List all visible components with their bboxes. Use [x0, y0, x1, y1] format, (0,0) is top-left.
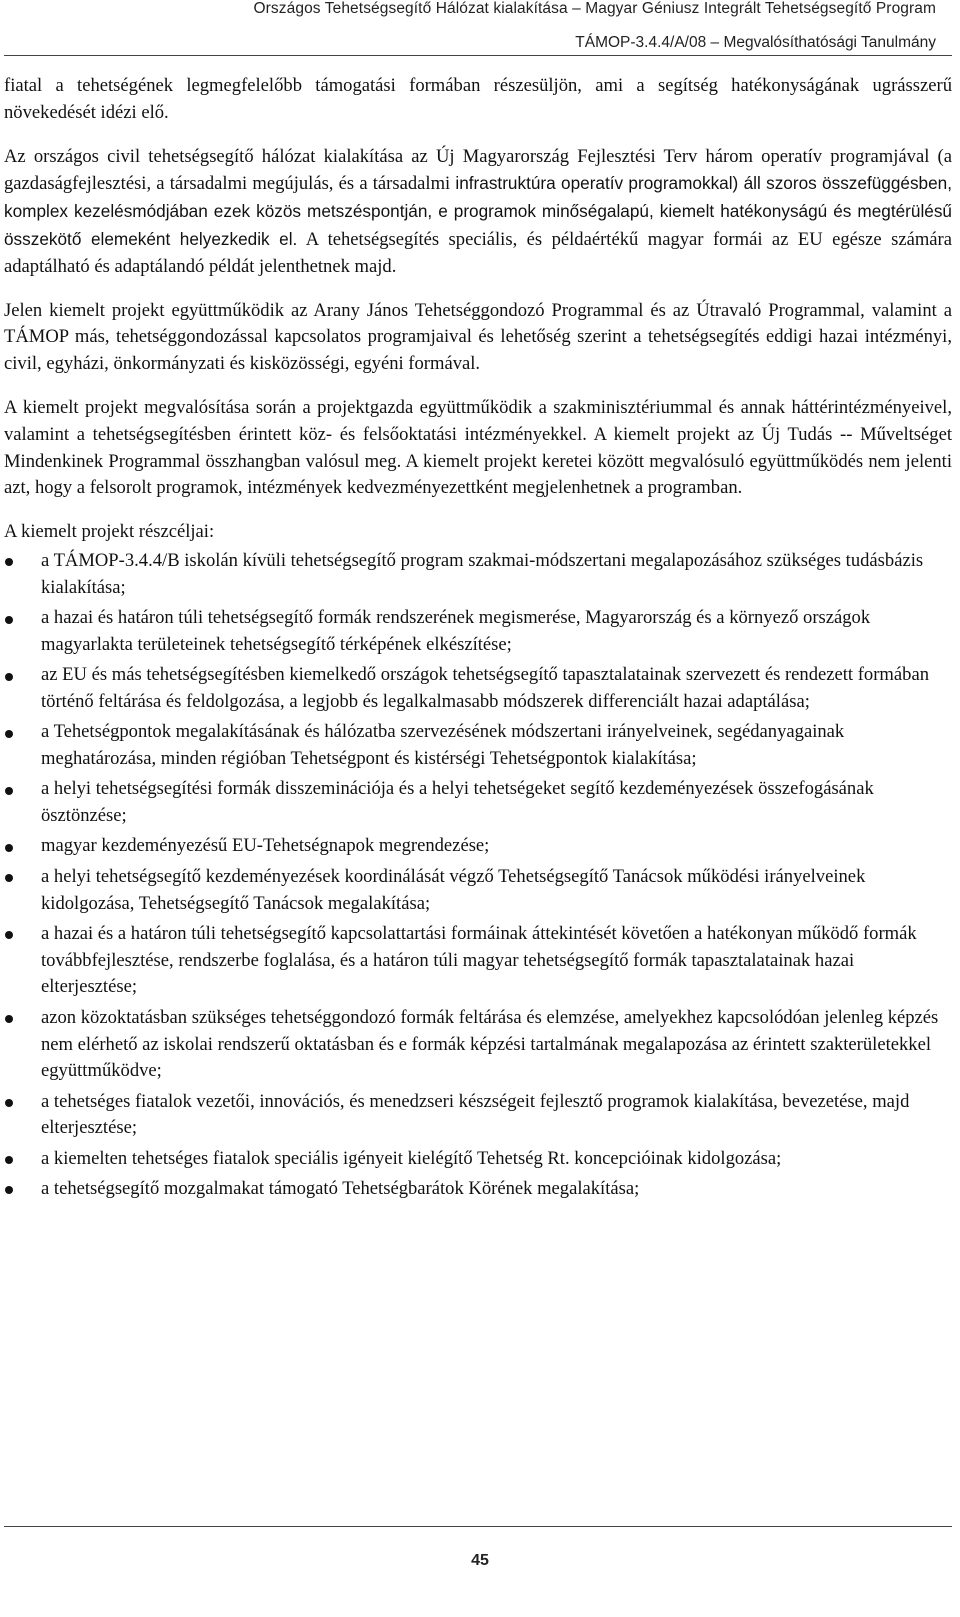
list-item [4, 1146, 952, 1173]
footer-divider [4, 1526, 952, 1527]
list-item-text: a helyi tehetségsegítési formák disszeminációja és a helyi tehetségeket segítő kezdeményezések összefogásának ösztönzése; [41, 778, 874, 827]
header-divider [4, 55, 952, 56]
paragraph-civil-network [4, 144, 952, 281]
list-item-text: azon közoktatásban szükséges tehetséggondozó formák feltárása és elemzése, amelyekhez kapcsolódóan jelenleg képzés nem elérhető az iskolai rendszerű oktatásban és e formák képzési tartalmának megalapozása az érintett szakterületekkel együttműködve; [41, 1006, 939, 1082]
list-item [4, 719, 952, 773]
list-item [4, 605, 952, 659]
list-item [4, 864, 952, 918]
paragraph-implementation: A kiemelt projekt megvalósítása során a projektgazda együttműködik a szakminisztériummal és annak háttérintézményeivel, valamint a tehetségsegítésben érintett köz- és felsőoktatási intézményekkel. A kiemelt projekt az Új Tudás -- Műveltséget Mindenkinek Programmal összhangban valósul meg. A kiemelt projekt keretei között megvalósuló együttműködés nem jelenti azt, hogy a felsorolt programok, intézmények kedvezményezettként megjelenhetnek a programban. [4, 396, 952, 499]
list-item [4, 548, 952, 602]
list-item-text: az EU és más tehetségsegítésben kiemelkedő országok tehetségsegítő tapasztalatainak szervezett és rendezett formában történő feltárása és feldolgozása, a legjobb és legalkalmasabb módszerek differenciált hazai adaptálása; [41, 664, 929, 712]
list-item [4, 1005, 952, 1085]
bullet-icon [5, 673, 13, 681]
list-item-text: a Tehetségpontok megalakításának és hálózatba szervezésének módszertani irányelveinek, segédanyagainak meghatározása, minden régióban Tehetségpont és kistérségi Tehetségpontok kialakítása; [41, 721, 845, 770]
list-item-text: a kiemelten tehetséges fiatalok speciális igényeit kielégítő Tehetség Rt. koncepcióinak kidolgozása; [41, 1147, 782, 1169]
list-item-text: a TÁMOP-3.4.4/B iskolán kívüli tehetségsegítő program szakmai-módszertani megalapozásához szükséges tudásbázis kialakítása; [41, 549, 924, 598]
bullet-icon [5, 1015, 13, 1023]
bullet-icon [5, 874, 13, 882]
bullet-icon [5, 787, 13, 795]
paragraph-civil-network-part3: A tehetségsegítés speciális, és példaértékű magyar formái az EU egésze számára adaptálható és adaptálandó példát jelenthetnek majd. [4, 228, 952, 277]
list-item-text: a hazai és határon túli tehetségsegítő formák rendszerének megismerése, Magyarország és a környező országok magyarlakta területeinek tehetségsegítő térképének elkészítése; [41, 607, 871, 655]
bullet-icon [5, 616, 13, 624]
list-heading: A kiemelt projekt részcéljai: [4, 521, 215, 543]
bullet-icon [5, 931, 13, 939]
sub-goals-list [4, 548, 952, 1203]
running-header-subtitle: TÁMOP-3.4.4/A/08 – Megvalósíthatósági Tanulmány [575, 34, 936, 51]
list-item-text: a hazai és a határon túli tehetségsegítő kapcsolattartási formáinak áttekintését követően a hatékonyan működő formák továbbfejlesztése, rendszerbe foglalása, és a határon túli magyar tehetségsegítő formák tapasztalatainak hazai elterjesztése; [41, 922, 917, 998]
list-item-text: a helyi tehetségsegítő kezdeményezések koordinálását végző Tehetségsegítő Tanácsok működési irányelveinek kidolgozása, Tehetségsegítő Tanácsok megalakítása; [41, 865, 866, 914]
list-item [4, 662, 952, 716]
list-item [4, 1089, 952, 1143]
paragraph-continuation: fiatal a tehetségének legmegfelelőbb támogatási formában részesüljön, ami a segítség hatékonyságának ugrásszerű növekedését idézi elő. [4, 75, 952, 123]
bullet-icon [5, 844, 13, 852]
list-item [4, 776, 952, 830]
paragraph-civil-network-part2: infrastruktúra operatív programokkal) áll szoros összefüggésben, komplex kezelésmódjában ezek közös metszéspontján, e programok minőségalapú, kiemelt hatékonyságú és megtérülésű összekötő elemeként helyezkedik el. [4, 173, 952, 249]
list-item [4, 1176, 952, 1203]
bullet-icon [5, 1099, 13, 1107]
list-item-text: a tehetségsegítő mozgalmakat támogató Tehetségbarátok Körének megalakítása; [41, 1177, 640, 1199]
bullet-icon [5, 1186, 13, 1194]
bullet-icon [5, 730, 13, 738]
list-item-text: a tehetséges fiatalok vezetői, innovációs, és menedzseri készségeit fejlesztő programok kialakítása, bevezetése, majd elterjesztése; [41, 1090, 910, 1139]
page-number: 45 [471, 1552, 489, 1569]
paragraph-cooperation: Jelen kiemelt projekt együttműködik az Arany János Tehetséggondozó Programmal és az Útravaló Programmal, valamint a TÁMOP más, tehetséggondozással kapcsolatos programjaival és lehetőség szerint a tehetségsegítés eddigi hazai intézményi, civil, egyházi, önkormányzati és kisközösségi, egyéni formával. [4, 299, 952, 375]
bullet-icon [5, 558, 13, 566]
list-item [4, 833, 952, 860]
body-text [4, 73, 952, 1206]
bullet-icon [5, 1156, 13, 1164]
list-item [4, 921, 952, 1001]
running-header-title: Országos Tehetségsegítő Hálózat kialakítása – Magyar Géniusz Integrált Tehetségsegítő Program [253, 0, 936, 17]
paragraph-civil-network-part1: Az országos civil tehetségsegítő hálózat kialakítása az Új Magyarország Fejlesztési Terv három operatív programjával (a gazdaságfejlesztési, a társadalmi megújulás, és a társadalmi [4, 145, 952, 195]
list-item-text: magyar kezdeményezésű EU-Tehetségnapok megrendezése; [41, 835, 490, 857]
